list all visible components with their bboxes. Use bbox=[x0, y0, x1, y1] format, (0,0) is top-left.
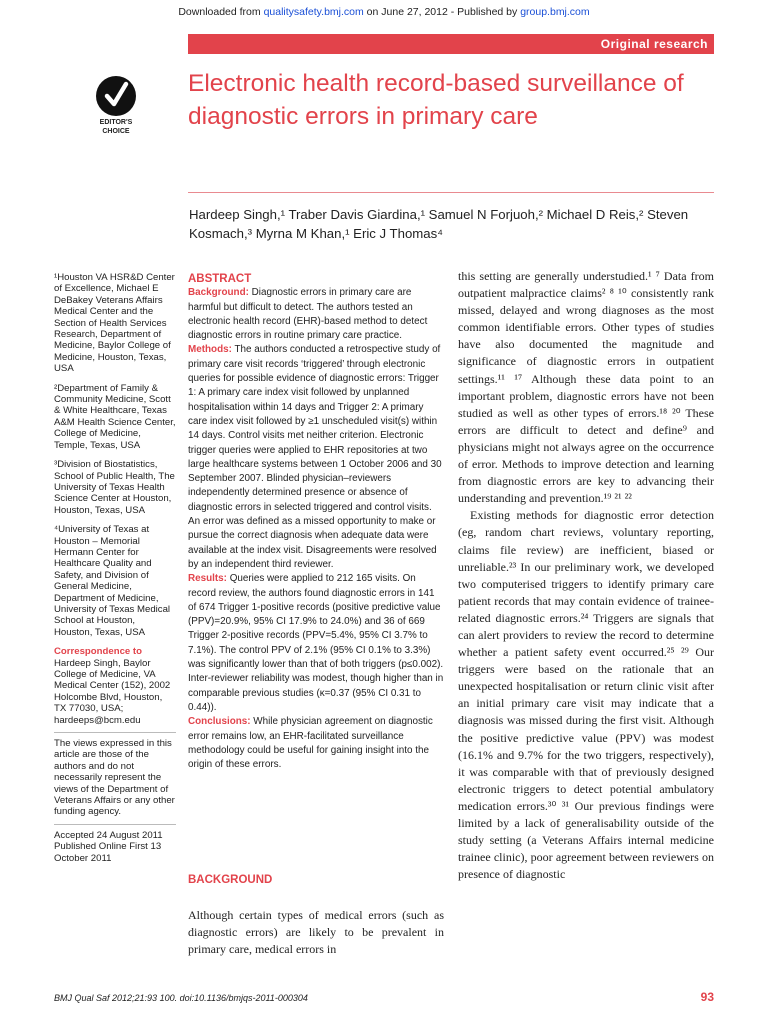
abstract-label: Methods: bbox=[188, 344, 232, 356]
abstract-text: While physician agreement on diagnostic error remains low, an EHR-facilitated surveillance methodology could be useful for gaining insight into the origin of these errors. bbox=[188, 716, 433, 771]
body-paragraph: Although certain types of medical errors (such as diagnostic errors) are likely to be prevalent in primary care, medical errors in bbox=[188, 908, 444, 956]
sidebar-divider bbox=[54, 732, 176, 733]
abstract-label: Results: bbox=[188, 573, 227, 585]
download-site-link[interactable]: qualitysafety.bmj.com bbox=[263, 6, 364, 18]
correspondence-heading: Correspondence to bbox=[54, 646, 142, 658]
abstract-heading: ABSTRACT bbox=[188, 273, 252, 285]
title-divider bbox=[188, 192, 714, 193]
author-list: Hardeep Singh,¹ Traber Davis Giardina,¹ Samuel N Forjuoh,² Michael D Reis,² Steven Kosmach,³ Myrna M Khan,¹ Eric J Thomas⁴ bbox=[189, 207, 689, 241]
abstract-methods bbox=[188, 343, 444, 572]
correspondence-text: Hardeep Singh, Baylor College of Medicine, VA Medical Center (152), 2002 Holcombe Blvd, Houston, TX 77030, USA; hardeeps@bcm.edu bbox=[54, 657, 171, 726]
section-label: Original research bbox=[600, 37, 708, 51]
body-paragraph: Existing methods for diagnostic error detection (eg, random chart reviews, voluntary reporting, claims file review) are inefficient, biased or unreliable.²³ In our preliminary work, we developed two computerised triggers to identify primary care patient records that may contain evidence of trainee-related diagnostic errors.²⁴ Triggers are signals that can alert providers to review the record to determine whether a patient safety event occurred.²⁵ ²⁹ Our triggers were based on the rationale that an unexpected hospitalisation or return clinic visit after an initial primary care visit may indicate that a diagnosis was missed during the first visit. Although the positive predictive value (PPV) was modest (16.1% and 9.7% for the two triggers, respectively), it was comparable with that of previously designed electronic triggers to detect potential ambulatory medication errors.³⁰ ³¹ Our previous findings were limited by a lack of generalisability outside of the study setting (a Veterans Affairs internal medicine trainee clinic), poor agreement between reviewers on presence of diagnostic bbox=[458, 508, 714, 882]
download-prefix: Downloaded from bbox=[178, 6, 264, 18]
badge-line-2: CHOICE bbox=[102, 128, 130, 135]
editors-choice-label bbox=[76, 118, 156, 136]
section-heading-background: BACKGROUND bbox=[188, 874, 273, 886]
footer-citation: BMJ Qual Saf 2012;21:93 100. doi:10.1136/bmjqs-2011-000304 bbox=[54, 993, 308, 1003]
sidebar-divider bbox=[54, 824, 176, 825]
abstract-text: Diagnostic errors in primary care are harmful but difficult to detect. The authors tested an electronic health record (EHR)-based method to detect diagnostic errors in routine primary care practice. bbox=[188, 287, 428, 342]
affiliation: ⁴University of Texas at Houston – Memorial Hermann Center for Healthcare Quality and Safety, and Division of General Medicine, Department of Medicine, University of Texas Medical School at Houston, Houston, Texas, USA bbox=[54, 524, 171, 638]
body-column bbox=[458, 268, 714, 883]
download-notice bbox=[0, 6, 768, 18]
abstract-label: Conclusions: bbox=[188, 716, 251, 728]
abstract-label: Background: bbox=[188, 287, 249, 299]
section-banner bbox=[188, 34, 714, 54]
abstract-text: The authors conducted a retrospective study of primary care visit records ‘triggered’ through electronic queries for possible evidence of diagnostic errors: Trigger 1: A primary care index visit followed by unplanned hospitalisation within 14 days and Trigger 2: A primary care index visit followed by ≥1 unscheduled visit(s) within 14 days. Control visits met neither criterion. Electronic trigger queries were applied to EHR repositories at two large healthcare systems between 1 October 2006 and 30 September 2007. Blinded physician–reviewers independently determined presence or absence of diagnostic errors in selected triggered and control visits. An error was defined as a missed opportunity to make or pursue the correct diagnosis when adequate data were available at the index visit. Disagreements were resolved by an independent third reviewer. bbox=[188, 344, 442, 570]
sidebar-notes bbox=[54, 272, 176, 864]
body-paragraph: this setting are generally understudied.¹ ⁷ Data from outpatient malpractice claims² ⁸ ¹⁰ consistently rank missed, delayed and wrong diagnoses as the most common identifiable errors. Other types of studies have also documented the magnitude and significance of diagnostic errors in outpatient settings.¹¹ ¹⁷ Although these data point to an important problem, diagnostic errors have not been studied as well as other types of errors.¹⁸ ²⁰ These errors are difficult to detect and define⁹ and physicians might not always agree on the occurrence of error. Methods to improve detection and learning from diagnostic errors are key to advancing their understanding and prevention.¹⁹ ²¹ ²² bbox=[458, 269, 714, 506]
publisher-link[interactable]: group.bmj.com bbox=[520, 6, 590, 18]
abstract-conclusions bbox=[188, 715, 444, 772]
disclaimer-text: The views expressed in this article are those of the authors and do not necessarily represent the views of the Department of Veterans Affairs or any other funding agency. bbox=[54, 738, 175, 818]
affiliation: ¹Houston VA HSR&D Center of Excellence, Michael E DeBakey Veterans Affairs Medical Center and the Section of Health Services Research, Department of Medicine, Baylor College of Medicine, Houston, Texas, USA bbox=[54, 272, 175, 375]
publication-dates: Accepted 24 August 2011 Published Online First 13 October 2011 bbox=[54, 829, 163, 864]
page-number: 93 bbox=[700, 990, 714, 1004]
abstract-results bbox=[188, 572, 444, 715]
editors-choice-icon bbox=[96, 76, 136, 116]
abstract-background bbox=[188, 286, 444, 343]
abstract bbox=[188, 272, 444, 772]
affiliation: ³Division of Biostatistics, School of Public Health, The University of Texas Health Science Center at Houston, Houston, Texas, USA bbox=[54, 459, 175, 516]
article-title: Electronic health record-based surveillance of diagnostic errors in primary care bbox=[188, 70, 684, 130]
download-mid-text: on June 27, 2012 - Published by bbox=[363, 6, 521, 18]
abstract-text: Queries were applied to 212 165 visits. On record review, the authors found diagnostic errors in 141 of 674 Trigger 1-positive records (positive predictive value (PPV)=20.9%, 95% CI 17.9% to 24.0%) and 36 of 669 Trigger 2-positive records (PPV=5.4%, 95% CI 3.7% to 7.1%). The control PPV of 2.1% (95% CI 0.1% to 3.3%) was significantly lower than that of both triggers (p≤0.002). Inter-reviewer reliability was modest, though higher than in comparable previous studies (κ=0.37 (95% CI 0.31 to 0.44)). bbox=[188, 573, 444, 713]
affiliation: ²Department of Family & Community Medicine, Scott & White Healthcare, Texas A&M Health Science Center, College of Medicine, Temple, Texas, USA bbox=[54, 382, 176, 451]
badge-line-1: EDITOR'S bbox=[99, 119, 133, 126]
